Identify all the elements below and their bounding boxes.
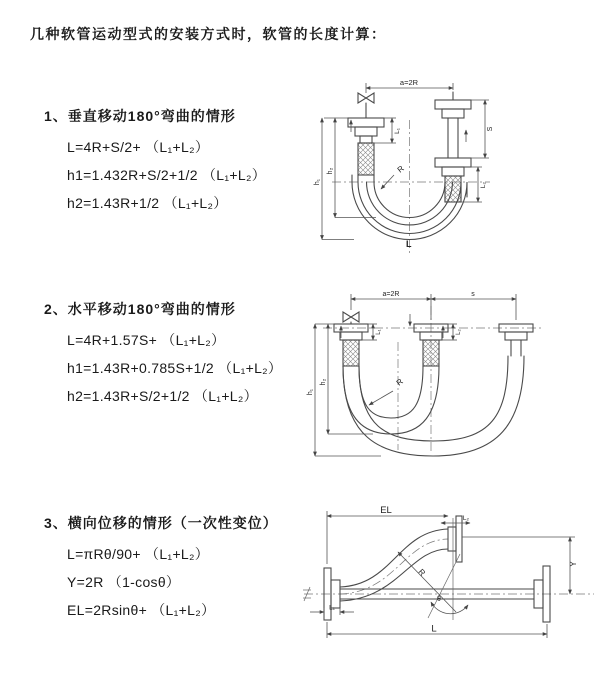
dim-label-y: Y xyxy=(569,561,578,567)
formula-el: EL=2Rsinθ+ （L₁+L₂） xyxy=(67,602,216,618)
dim-label-radius: R xyxy=(394,376,405,388)
radius-leader xyxy=(398,552,456,612)
section-1 xyxy=(44,106,266,217)
centerlines xyxy=(323,306,543,454)
formula-h2: h2=1.43R+S/2+1/2 （L₁+L₂） xyxy=(67,388,258,404)
hose-centerline xyxy=(340,539,448,594)
valve-icon xyxy=(366,93,374,103)
dim-label-el: EL xyxy=(380,505,392,516)
hose-assembly xyxy=(324,516,550,622)
hose-s-curve xyxy=(340,549,448,601)
dim-label-h1: h₁ xyxy=(314,178,321,186)
valve-icon xyxy=(351,312,359,322)
dim-label-theta: θ xyxy=(437,596,441,603)
valve-icon xyxy=(358,93,366,103)
dim-label-length: L xyxy=(431,623,437,635)
right-flange-upper xyxy=(435,100,471,109)
page-title: 几种软管运动型式的安装方式时，软管的长度计算： xyxy=(30,26,387,42)
section-1-heading: 1、垂直移动180°弯曲的情形 xyxy=(44,108,236,124)
left-braid xyxy=(343,340,359,366)
dim-label-stroke: S xyxy=(487,126,494,132)
dim-label-span: a=2R xyxy=(399,78,419,87)
formula-h1: h1=1.432R+S/2+1/2 （L₁+L₂） xyxy=(67,167,267,183)
dim-label-l1: L₁ xyxy=(394,128,401,134)
dim-label-length: L xyxy=(406,239,412,249)
diagram-lateral-displacement xyxy=(298,502,600,647)
section-3 xyxy=(44,513,278,624)
formula-length: L=4R+1.57S+ （L₁+L₂） xyxy=(67,332,226,348)
diagram-horizontal-180-bend xyxy=(303,284,593,459)
formula-y: Y=2R （1-cosθ） xyxy=(67,574,181,590)
top-flange xyxy=(448,527,456,551)
dim-label-l2: L₂ xyxy=(480,181,487,189)
radius-leader xyxy=(369,391,393,405)
diagram-vertical-180-bend xyxy=(308,70,593,260)
dimensions xyxy=(315,294,516,456)
left-braid xyxy=(358,143,374,175)
dim-label-span: a=2R xyxy=(382,291,400,298)
hose-s-curve xyxy=(340,529,448,587)
section-2-formulas xyxy=(44,326,282,410)
formula-h2: h2=1.43R+1/2 （L₁+L₂） xyxy=(67,195,228,211)
middle-braid xyxy=(423,340,439,366)
dim-label-h1: h₁ xyxy=(307,388,314,396)
dim-label-radius: R xyxy=(395,163,406,175)
radius-leader xyxy=(381,175,394,189)
valve-icon xyxy=(343,312,351,322)
hose-bend-position-1 xyxy=(343,366,439,434)
formula-length: L=4R+S/2+ （L₁+L₂） xyxy=(67,139,210,155)
dimensions xyxy=(310,511,575,638)
formula-length: L=πRθ/90+ （L₁+L₂） xyxy=(67,546,210,562)
dimensions xyxy=(322,83,489,240)
dim-label-l1: L₁ xyxy=(376,329,382,335)
dim-label-h2: h₂ xyxy=(320,378,327,386)
dim-label-l2: L₂ xyxy=(462,515,470,522)
section-1-formulas xyxy=(44,133,266,217)
section-3-formulas xyxy=(44,540,278,624)
hose-bend-position-2 xyxy=(359,356,508,441)
right-flange-lower xyxy=(435,158,471,167)
dim-label-h2: h₂ xyxy=(327,167,334,175)
left-flange xyxy=(348,118,384,127)
theta-arc xyxy=(431,602,468,614)
section-3-heading: 3、横向位移的情形（一次性变位） xyxy=(44,515,278,531)
dim-label-radius: R xyxy=(416,567,428,578)
section-2-heading: 2、水平移动180°弯曲的情形 xyxy=(44,301,236,317)
formula-h1: h1=1.43R+0.785S+1/2 （L₁+L₂） xyxy=(67,360,283,376)
dim-label-l2: L₂ xyxy=(456,329,462,335)
section-2 xyxy=(44,299,282,410)
dim-label-travel: s xyxy=(471,291,475,298)
dim-label-l1: L₁ xyxy=(329,604,335,612)
